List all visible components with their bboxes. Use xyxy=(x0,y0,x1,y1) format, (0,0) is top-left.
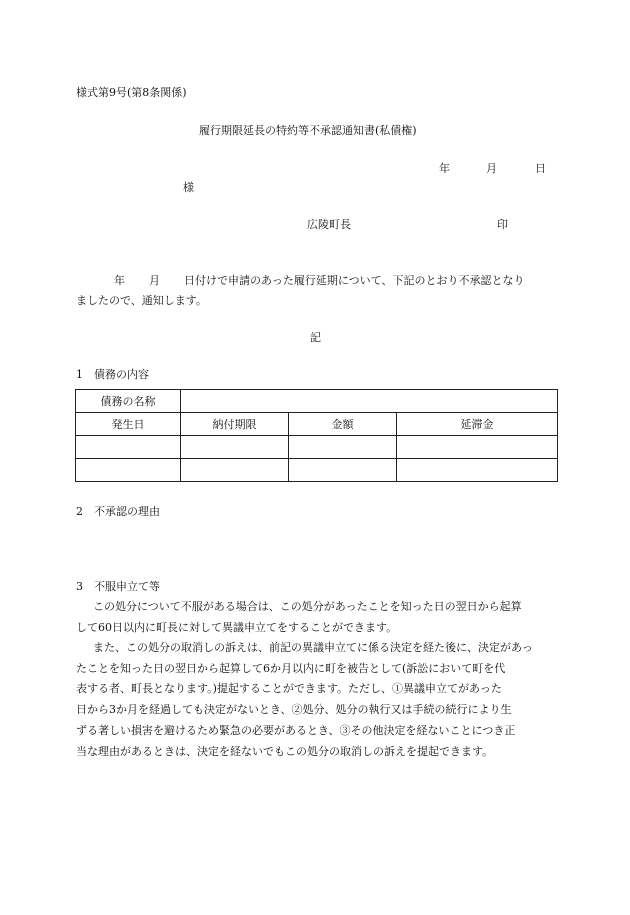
table-header-row xyxy=(76,413,558,436)
paragraph-line: たことを知った日の翌日から起算して6か月以内に町を被告として(訴訟において町を代 xyxy=(76,661,506,675)
table-row xyxy=(76,436,558,459)
table-cell xyxy=(289,459,397,482)
table-cell xyxy=(181,436,289,459)
table-cell xyxy=(397,459,558,482)
table-cell xyxy=(397,436,558,459)
table-row xyxy=(76,459,558,482)
intro-line-1: 日付けで申請のあった履行延期について、下記のとおり不承認となり xyxy=(184,274,525,287)
section2-heading: 2 不承認の理由 xyxy=(76,505,160,518)
paragraph-line: また、この処分の取消しの訴えは、前記の異議申立てに係る決定を経た後に、決定があっ xyxy=(93,641,533,654)
paragraph-line: ずる著しい損害を避けるため緊急の必要があるとき、③その他決定を経ないことにつき正 xyxy=(76,723,516,737)
form-number-label: 様式第9号(第8条関係) xyxy=(76,86,187,99)
debt-table xyxy=(75,389,558,482)
paragraph-line: して60日以内に町長に対して異議申立てをすることができます。 xyxy=(76,620,398,634)
date-day-label: 日 xyxy=(535,162,546,175)
issuer-name: 広陵町長 xyxy=(307,218,351,231)
seal-mark: 印 xyxy=(497,218,508,231)
ki-label: 記 xyxy=(310,331,321,344)
section3-heading: 3 不服申立て等 xyxy=(76,580,160,593)
table-cell xyxy=(289,436,397,459)
appeal-paragraph-2 xyxy=(76,638,560,762)
table-cell xyxy=(76,436,181,459)
paragraph-line: 日から3か月を経過しても決定がないとき、②処分、処分の執行又は手続の続行により生 xyxy=(76,703,512,717)
header-accrual-date: 発生日 xyxy=(76,413,181,436)
date-year-label: 年 xyxy=(439,162,450,175)
debt-name-value xyxy=(181,390,558,413)
paragraph-line: 当な理由があるときは、決定を経ないでもこの処分の取消しの訴えを提起できます。 xyxy=(76,744,494,758)
table-row xyxy=(76,390,558,413)
intro-year-label: 年 xyxy=(114,274,125,287)
intro-month-label: 月 xyxy=(149,274,160,287)
debt-name-label: 債務の名称 xyxy=(76,390,181,413)
date-month-label: 月 xyxy=(486,162,497,175)
table-cell xyxy=(76,459,181,482)
paragraph-line: この処分について不服がある場合は、この処分があったことを知った日の翌日から起算 xyxy=(93,600,522,613)
header-due-date: 納付期限 xyxy=(181,413,289,436)
document-title: 履行期限延長の特約等不承認通知書(私債権) xyxy=(199,124,417,137)
header-amount: 金額 xyxy=(289,413,397,436)
table-cell xyxy=(181,459,289,482)
header-late-fee: 延滞金 xyxy=(397,413,558,436)
intro-line-2: ましたので、通知します。 xyxy=(76,294,207,307)
section1-heading: 1 債務の内容 xyxy=(76,368,149,381)
addressee-suffix: 様 xyxy=(183,181,194,194)
paragraph-line: 表する者、町長となります。)提起することができます。ただし、①異議申立てがあった xyxy=(76,682,502,696)
appeal-paragraph-1 xyxy=(76,597,560,638)
